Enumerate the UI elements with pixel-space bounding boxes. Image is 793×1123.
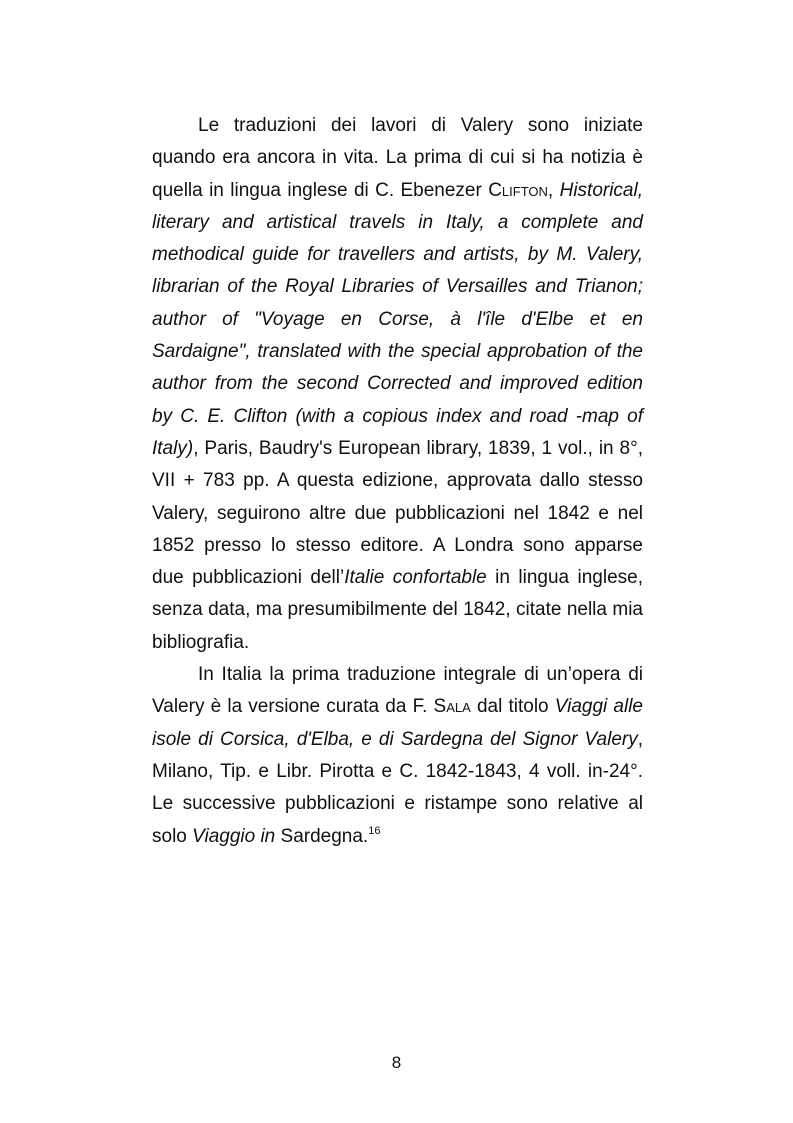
paragraph-2 (152, 659, 643, 853)
author-surname: Clifton (488, 179, 548, 201)
footnote-reference[interactable]: 16 (368, 824, 381, 837)
book-title: Italie confortable (344, 567, 487, 589)
paragraph-2-text: dal titolo (470, 696, 555, 718)
book-title: Viaggio in (192, 825, 276, 847)
paragraph-1-text: , Paris, Baudry's European library, 1839, 1 vol., in 8°, VII + 783 pp. A questa edizione, approvata dallo stesso Valery, seguirono altre due pubblicazioni nel 1842 e nel 1852 presso lo stesso editore. A Londra sono apparse due pubblicazioni dell’ (152, 437, 643, 589)
paragraph-1-text: Le traduzioni dei lavori di Valery sono iniziate quando era ancora in vita. La prima di cui si ha notizia è quella in lingua inglese di C. Ebenezer (152, 115, 643, 201)
translator-surname: Sala (433, 696, 471, 718)
page-body (152, 110, 643, 853)
paragraph-1-text: in lingua inglese, senza data, ma presumibilmente del 1842, citate nella mia bibliografia. (152, 567, 643, 653)
paragraph-2-text: Sardegna. (275, 825, 369, 847)
book-title: Historical, literary and artistical travels in Italy, a complete and methodical guide for travellers and artists, by M. Valery, librarian of the Royal Libraries of Versailles and Trianon; author of "Voyage en Corse, à l'île d'Elbe et en Sardaigne", translated with the special approbation of the author from the second Corrected and improved edition by C. E. Clifton (with a copious index and road -map of Italy) (152, 179, 643, 459)
book-title: Viaggi alle isole di Corsica, d'Elba, e di Sardegna del Signor Valery (152, 696, 643, 750)
paragraph-2-text: In Italia la prima traduzione integrale di un’opera di Valery è la versione curata da F. (152, 664, 643, 718)
paragraph-2-text: , Milano, Tip. e Libr. Pirotta e C. 1842-1843, 4 voll. in-24°. Le successive pubblicazioni e ristampe sono relative al solo (152, 728, 643, 847)
page-number: 8 (391, 1053, 402, 1072)
paragraph-1 (152, 110, 643, 659)
paragraph-1-text: , (547, 179, 560, 201)
